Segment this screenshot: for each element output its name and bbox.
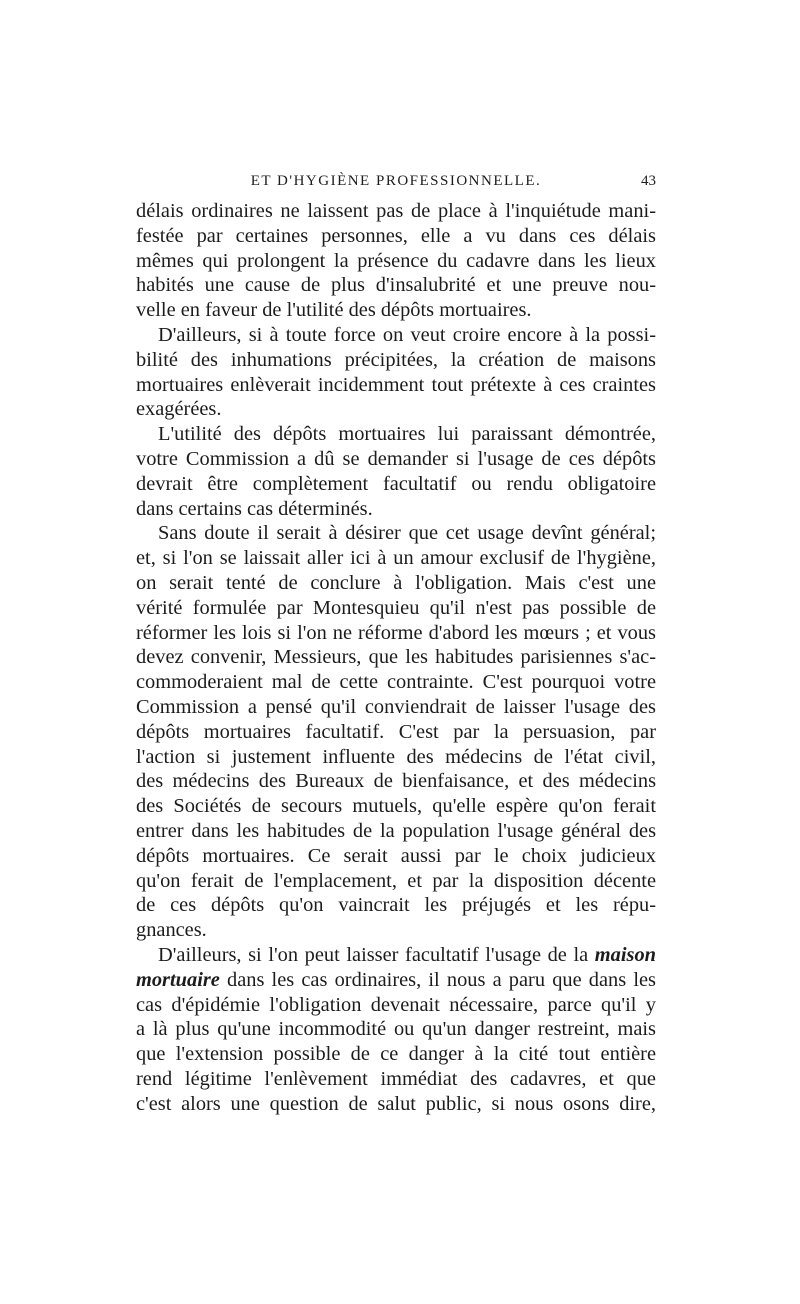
text-line: des médecins des Bureaux de bienfaisance, et des médecins <box>136 770 656 793</box>
text-line: dépôts mortuaires facultatif. C'est par la persuasion, par <box>136 720 656 743</box>
text-line: qu'on ferait de l'emplacement, et par la disposition décente <box>136 869 656 892</box>
text-line: délais ordinaires ne laissent pas de place à l'inquiétude mani- <box>136 200 656 222</box>
text-line: festée par certaines personnes, elle a vu dans ces délais <box>136 224 656 247</box>
body-text <box>136 199 656 1116</box>
text-line: de ces dépôts qu'on vaincrait les préjugés et les répu- <box>136 894 656 917</box>
text-line: Commission a pensé qu'il conviendrait de laisser l'usage des <box>136 695 656 718</box>
text-line: rend légitime l'enlèvement immédiat des cadavres, et que <box>136 1067 656 1090</box>
text-line: a là plus qu'une incommodité ou qu'un danger restreint, mais <box>136 1018 656 1041</box>
text-line: réformer les lois si l'on ne réforme d'abord les mœurs ; et vous <box>136 621 656 644</box>
text-line: vérité formulée par Montesquieu qu'il n'est pas possible de <box>136 596 656 619</box>
text-line: commoderaient mal de cette contrainte. C'est pourquoi votre <box>136 671 656 694</box>
text-line: velle en faveur de l'utilité des dépôts mortuaires. <box>136 299 532 322</box>
text-segment: dans les cas ordinaires, il nous a paru que dans les <box>219 968 656 991</box>
emphasized-text: maison <box>594 943 656 966</box>
text-line: D'ailleurs, si à toute force on veut croire encore à la possi- <box>158 323 656 346</box>
text-line: on serait tenté de conclure à l'obligation. Mais c'est une <box>136 571 656 594</box>
text-line: cas d'épidémie l'obligation devenait nécessaire, parce qu'il y <box>136 993 656 1016</box>
text-line: votre Commission a dû se demander si l'usage de ces dépôts <box>136 447 656 470</box>
text-line: mêmes qui prolongent la présence du cadavre dans les lieux <box>136 249 656 272</box>
text-line: exagérées. <box>136 398 222 421</box>
page-number: 43 <box>641 173 656 189</box>
text-line: devrait être complètement facultatif ou rendu obligatoire <box>136 472 656 495</box>
text-line: des Sociétés de secours mutuels, qu'elle espère qu'on ferait <box>136 795 656 818</box>
text-segment: D'ailleurs, si l'on peut laisser facultatif l'usage de la <box>158 943 595 966</box>
text-line: bilité des inhumations précipitées, la création de maisons <box>136 348 656 371</box>
text-line: dans certains cas déterminés. <box>136 497 373 520</box>
text-line: l'action si justement influente des médecins de l'état civil, <box>136 745 656 768</box>
text-line: gnances. <box>136 919 207 942</box>
text-line: et, si l'on se laissait aller ici à un amour exclusif de l'hygiène, <box>136 547 656 570</box>
text-line: mortuaires enlèverait incidemment tout prétexte à ces craintes <box>136 373 656 396</box>
text-line: devez convenir, Messieurs, que les habitudes parisiennes s'ac- <box>136 646 656 669</box>
text-line: habités une cause de plus d'insalubrité et une preuve nou- <box>136 274 656 297</box>
text-line: dépôts mortuaires. Ce serait aussi par le choix judicieux <box>136 844 656 867</box>
text-line: Sans doute il serait à désirer que cet usage devînt général; <box>158 522 656 545</box>
text-line: c'est alors une question de salut public, si nous osons dire, <box>136 1092 656 1115</box>
page-header <box>136 170 656 194</box>
text-line <box>136 968 656 993</box>
emphasized-text: mortuaire <box>136 968 220 991</box>
running-title: ET D'HYGIÈNE PROFESSIONNELLE. <box>250 173 542 189</box>
text-line: entrer dans les habitudes de la population l'usage général des <box>136 819 656 842</box>
text-line: L'utilité des dépôts mortuaires lui paraissant démontrée, <box>158 423 656 446</box>
text-line: que l'extension possible de ce danger à la cité tout entière <box>136 1043 656 1066</box>
text-line <box>136 943 656 968</box>
